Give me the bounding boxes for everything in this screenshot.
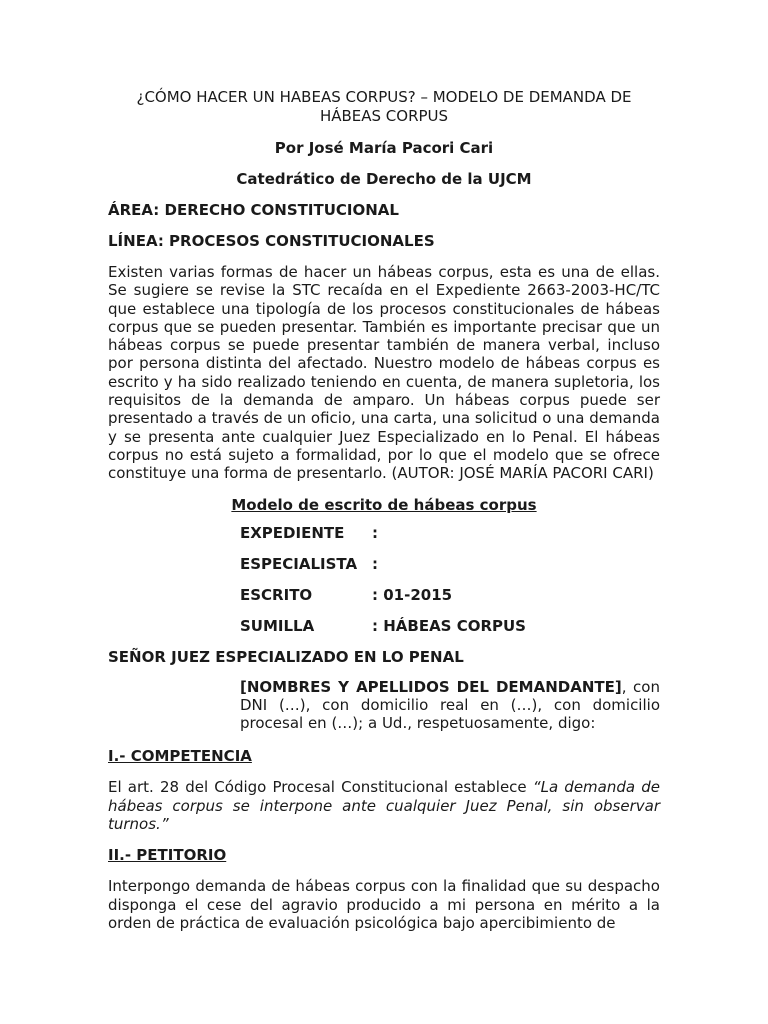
section-petitorio-title: II.- PETITORIO (108, 846, 227, 865)
field-row-especialista (240, 549, 660, 580)
field-value: : (372, 555, 378, 574)
field-label: EXPEDIENTE (240, 524, 345, 543)
section-petitorio-text: Interpongo demanda de hábeas corpus con la finalidad que su despacho disponga el cese del agravio producido a mi persona en mérito a la orden de práctica de evaluación psicológica bajo apercibimiento de (108, 877, 660, 932)
demandante-details: , con DNI (…), con domicilio real en (…), con domicilio procesal en (…); a Ud., respetuosamente, digo: (240, 677, 660, 733)
field-value: : HÁBEAS CORPUS (372, 617, 526, 636)
addressee-line: SEÑOR JUEZ ESPECIALIZADO EN LO PENAL (108, 647, 464, 666)
field-label: ESPECIALISTA (240, 555, 358, 574)
section-competencia-quote: “La demanda de hábeas corpus se interpone ante cualquier Juez Penal, sin observar turnos.” (108, 778, 660, 834)
document-title: ¿CÓMO HACER UN HABEAS CORPUS? – MODELO DE DEMANDA DE HÁBEAS CORPUS (136, 88, 632, 125)
header-fields (240, 518, 660, 642)
author-line: Por José María Pacori Cari (274, 139, 494, 157)
field-row-escrito (240, 580, 660, 611)
section-competencia-title: I.- COMPETENCIA (108, 747, 252, 766)
section-competencia-text (108, 778, 660, 833)
intro-paragraph: Existen varias formas de hacer un hábeas corpus, esta es una de ellas. Se sugiere se revise la STC recaída en el Expediente 2663-2003-HC/TC que establece una tipología de los procesos constitucionales de hábeas corpus que se pueden presentar. También es importante precisar que un hábeas corpus se puede presentar también de manera verbal, incluso por persona distinta del afectado. Nuestro modelo de hábeas corpus es escrito y ha sido realizado teniendo en cuenta, de manera supletoria, los requisitos de la demanda de amparo. Un hábeas corpus puede ser presentado a través de un oficio, una carta, una solicitud o una demanda y se presenta ante cualquier Juez Especializado en lo Penal. El hábeas corpus no está sujeto a formalidad, por lo que el modelo que se ofrece constituye una forma de presentarlo. (AUTOR: JOSÉ MARÍA PACORI CARI) (108, 263, 660, 483)
linea-line: LÍNEA: PROCESOS CONSTITUCIONALES (108, 232, 435, 250)
author-role: Catedrático de Derecho de la UJCM (236, 170, 532, 188)
area-line: ÁREA: DERECHO CONSTITUCIONAL (108, 201, 399, 219)
field-row-sumilla (240, 611, 660, 642)
field-value: : 01-2015 (372, 586, 453, 605)
field-value: : (372, 524, 378, 543)
field-label: SUMILLA (240, 617, 315, 636)
section-competencia-lead: El art. 28 del Código Procesal Constitucional establece (108, 778, 533, 797)
demandante-name: [NOMBRES Y APELLIDOS DEL DEMANDANTE] (240, 677, 622, 696)
model-heading: Modelo de escrito de hábeas corpus (231, 495, 537, 514)
field-label: ESCRITO (240, 586, 313, 605)
demandante-paragraph (240, 678, 660, 733)
field-row-expediente (240, 518, 660, 549)
